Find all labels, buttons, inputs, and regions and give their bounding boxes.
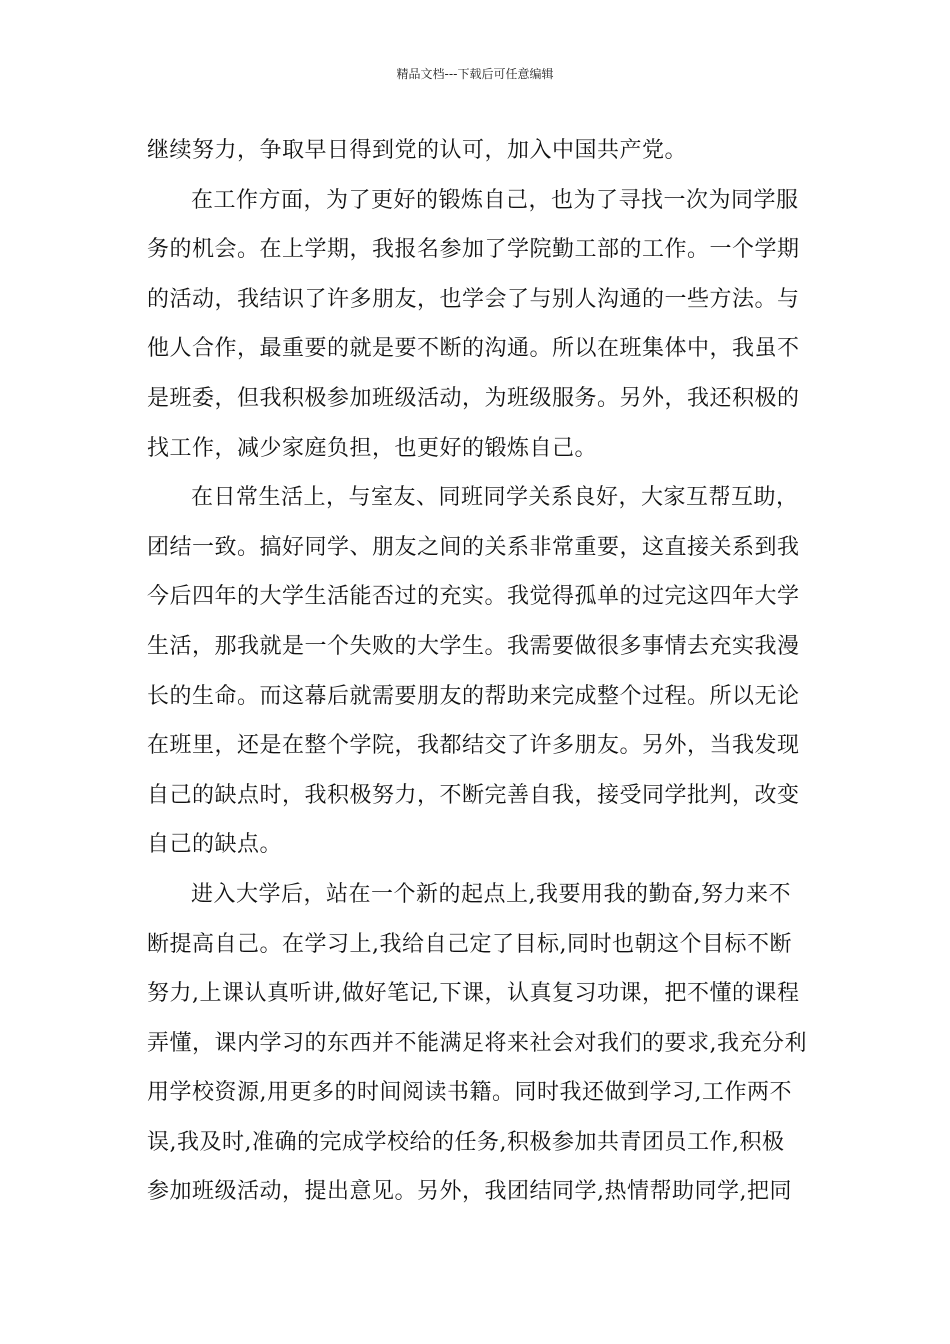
text-line: 务的机会。在上学期，我报名参加了学院勤工部的工作。一个学期	[147, 237, 800, 263]
paragraph-start-line: 进入大学后，站在一个新的起点上,我要用我的勤奋,努力来不	[191, 881, 791, 907]
text-line: 生活，那我就是一个失败的大学生。我需要做很多事情去充实我漫	[147, 633, 800, 659]
text-line: 他人合作，最重要的就是要不断的沟通。所以在班集体中，我虽不	[147, 336, 800, 362]
text-line: 误,我及时,准确的完成学校给的任务,积极参加共青团员工作,积极	[147, 1129, 785, 1155]
text-line: 努力,上课认真听讲,做好笔记,下课，认真复习功课，把不懂的课程	[147, 981, 800, 1007]
text-line: 在班里，还是在整个学院，我都结交了许多朋友。另外，当我发现	[147, 733, 800, 759]
document-body	[147, 126, 807, 1217]
text-line: 自己的缺点时，我积极努力，不断完善自我，接受同学批判，改变	[147, 782, 800, 808]
text-line: 继续努力，争取早日得到党的认可，加入中国共产党。	[147, 138, 688, 163]
paragraph-start-line: 在工作方面，为了更好的锻炼自己，也为了寻找一次为同学服	[191, 187, 799, 213]
text-line: 弄懂，课内学习的东西并不能满足将来社会对我们的要求,我充分利	[147, 1030, 807, 1056]
text-line: 断提高自己。在学习上,我给自己定了目标,同时也朝这个目标不断	[147, 931, 792, 957]
text-line: 团结一致。搞好同学、朋友之间的关系非常重要，这直接关系到我	[147, 534, 800, 560]
text-line: 今后四年的大学生活能否过的充实。我觉得孤单的过完这四年大学	[147, 584, 800, 610]
text-line: 找工作，减少家庭负担，也更好的锻炼自己。	[147, 435, 598, 461]
text-line: 参加班级活动，提出意见。另外，我团结同学,热情帮助同学,把同	[147, 1179, 792, 1205]
text-line: 的活动，我结识了许多朋友，也学会了与别人沟通的一些方法。与	[147, 286, 800, 312]
text-line: 长的生命。而这幕后就需要朋友的帮助来完成整个过程。所以无论	[147, 683, 800, 709]
text-line: 自己的缺点。	[147, 832, 283, 858]
paragraph-start-line: 在日常生活上，与室友、同班同学关系良好，大家互帮互助，	[191, 485, 799, 511]
text-line: 用学校资源,用更多的时间阅读书籍。同时我还做到学习,工作两不	[147, 1080, 792, 1106]
page-header: 精品文档---下载后可任意编辑	[396, 67, 554, 81]
text-line: 是班委，但我积极参加班级活动，为班级服务。另外，我还积极的	[147, 385, 800, 411]
